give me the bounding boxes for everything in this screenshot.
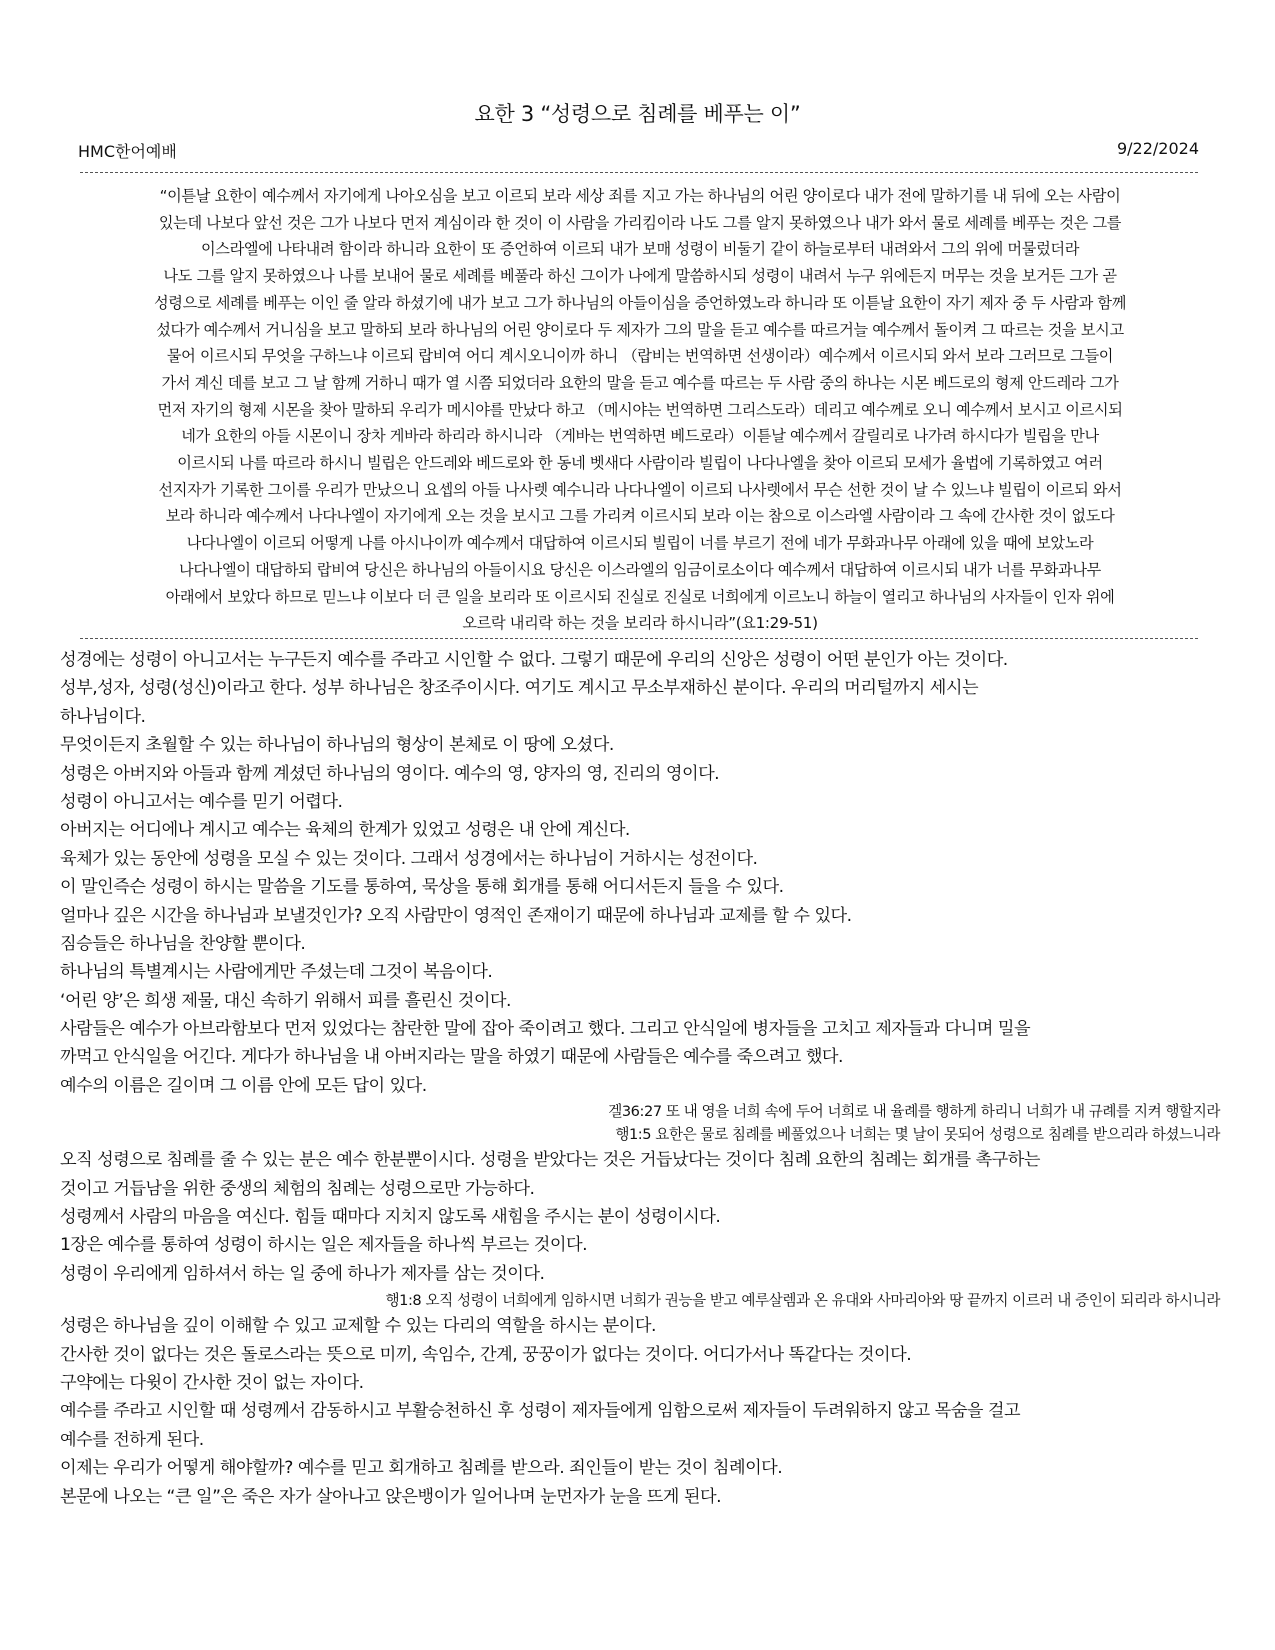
scripture-line: 먼저 자기의 형제 시몬을 찾아 말하되 우리가 메시야를 만났다 하고 （메시야는 번역하면 그리스도라）데리고 예수께로 오니 예수께서 보시고 이르시되 <box>157 400 1123 419</box>
scripture-line: 이스라엘에 나타내려 함이라 하니라 요한이 또 증언하여 이르되 내가 보매 성령이 비둘기 같이 하늘로부터 내려와서 그의 위에 머물렀더라 <box>200 240 1080 259</box>
sermon-line: 성령은 하나님을 깊이 이해할 수 있고 교제할 수 있는 다리의 역할을 하시는 분이다. <box>60 1316 656 1337</box>
sermon-line: 간사한 것이 없다는 것은 돌로스라는 뜻으로 미끼, 속임수, 간계, 꿍꿍이가 없다는 것이다. 어디가서나 똑같다는 것이다. <box>60 1344 912 1365</box>
sermon-line: 성령이 아니고서는 예수를 믿기 어렵다. <box>60 791 343 812</box>
sermon-line: 성령께서 사람의 마음을 여신다. 힘들 때마다 지치지 않도록 새힘을 주시는 분이 성령이시다. <box>60 1207 721 1228</box>
sermon-line: 무엇이든지 초월할 수 있는 하나님이 하나님의 형상이 본체로 이 땅에 오셨다. <box>60 735 614 756</box>
scripture-line: 나도 그를 알지 못하였으나 나를 보내어 물로 세례를 베풀라 하신 그이가 나에게 말씀하시되 성령이 내려서 누구 위에든지 머무는 것을 보거든 그가 곧 <box>163 267 1117 286</box>
sermon-line: 예수를 전하게 된다. <box>60 1429 204 1450</box>
sermon-notes <box>60 646 1220 1511</box>
sermon-line: ‘어린 양’은 희생 제물, 대신 속하기 위해서 피를 흘린신 것이다. <box>60 990 512 1011</box>
scripture-line: 아래에서 보았다 하므로 믿느냐 이보다 더 큰 일을 보리라 또 이르시되 진실로 진실로 너희에게 이르노니 하늘이 열리고 하나님의 사자들이 인자 위에 <box>165 587 1115 606</box>
scripture-line: 오르락 내리락 하는 것을 보리라 하시니라”(요1:29-51) <box>462 614 818 633</box>
sermon-line: 이제는 우리가 어떻게 해야할까? 예수를 믿고 회개하고 침례를 받으라. 죄인들이 받는 것이 침례이다. <box>60 1458 783 1479</box>
scripture-line: 가서 계신 데를 보고 그 날 함께 거하니 때가 열 시쯤 되었더라 요한의 말을 듣고 예수를 따르는 두 사람 중의 하나는 시몬 베드로의 형제 안드레라 그가 <box>161 373 1119 392</box>
scripture-passage <box>66 183 1214 637</box>
scripture-line: 있는데 나보다 앞선 것은 그가 나보다 먼저 계심이라 한 것이 이 사람을 가리킴이라 나도 그를 알지 못하였으나 내가 와서 물로 세례를 베푸는 것은 그를 <box>158 213 1122 232</box>
sermon-line: 육체가 있는 동안에 성령을 모실 수 있는 것이다. 그래서 성경에서는 하나님이 거하시는 성전이다. <box>60 848 758 869</box>
sermon-line: 짐승들은 하나님을 찬양할 뿐이다. <box>60 933 306 954</box>
dashed-divider-bottom <box>80 638 1198 639</box>
sermon-line: 까먹고 안식일을 어긴다. 게다가 하나님을 내 아버지라는 말을 하였기 때문에 사람들은 예수를 죽으려고 했다. <box>60 1047 843 1068</box>
scripture-line: 네가 요한의 아들 시몬이니 장차 게바라 하리라 하시니라 （게바는 번역하면 베드로라）이튿날 예수께서 갈릴리로 나가려 하시다가 빌립을 만나 <box>181 427 1099 446</box>
sermon-line: 얼마나 깊은 시간을 하나님과 보낼것인가? 오직 사람만이 영적인 존재이기 때문에 하나님과 교제를 할 수 있다. <box>60 905 852 926</box>
scripture-line: 선지자가 기록한 그이를 우리가 만났으니 요셉의 아들 나사렛 예수니라 나다나엘이 이르되 나사렛에서 무슨 선한 것이 날 수 있느냐 빌립이 이르되 와서 <box>158 480 1122 499</box>
sermon-line: 사람들은 예수가 아브라함보다 먼저 있었다는 참란한 말에 잡아 죽이려고 했다. 그리고 안식일에 병자들을 고치고 제자들과 다니며 밀을 <box>60 1019 1031 1040</box>
scripture-reference: 행1:8 오직 성령이 너희에게 임하시면 너희가 권능을 받고 예루살렘과 온 유대와 사마리아와 땅 끝까지 이르러 내 증인이 되리라 하시니라 <box>385 1292 1220 1310</box>
scripture-line: 나다나엘이 대답하되 랍비여 당신은 하나님의 아들이시요 당신은 이스라엘의 임금이로소이다 예수께서 대답하여 이르시되 내가 너를 무화과나무 <box>179 560 1101 579</box>
scripture-line: 나다나엘이 이르되 어떻게 나를 아시나이까 예수께서 대답하여 이르시되 빌립이 너를 부르기 전에 네가 무화과나무 아래에 있을 때에 보았노라 <box>186 534 1094 553</box>
sermon-line: 하나님의 특별계시는 사람에게만 주셨는데 그것이 복음이다. <box>60 962 493 983</box>
sermon-line: 것이고 거듭남을 위한 중생의 체험의 침례는 성령으로만 가능하다. <box>60 1178 535 1199</box>
sermon-line: 본문에 나오는 “큰 일”은 죽은 자가 살아나고 앉은뱅이가 일어나며 눈먼자가 눈을 뜨게 된다. <box>60 1486 722 1507</box>
sermon-line: 오직 성령으로 침례를 줄 수 있는 분은 예수 한분뿐이시다. 성령을 받았다는 것은 거듭났다는 것이다 침례 요한의 침례는 회개를 촉구하는 <box>60 1150 1040 1171</box>
page-title: 요한 3 “성령으로 침례를 베푸는 이” <box>474 102 801 126</box>
scripture-line: 보라 하니라 예수께서 나다나엘이 자기에게 오는 것을 보시고 그를 가리켜 이르시되 보라 이는 참으로 이스라엘 사람이라 그 속에 간사한 것이 없도다 <box>165 507 1115 526</box>
sermon-line: 성령이 우리에게 임하셔서 하는 일 중에 하나가 제자를 삼는 것이다. <box>60 1263 545 1284</box>
scripture-line: 섰다가 예수께서 거니심을 보고 말하되 보라 하나님의 어린 양이로다 두 제자가 그의 말을 듣고 예수를 따르거늘 예수께서 돌이켜 그 따르는 것을 보시고 <box>156 320 1124 339</box>
scripture-line: 이르시되 나를 따르라 하시니 빌립은 안드레와 베드로와 한 동네 벳새다 사람이라 빌립이 나다나엘을 찾아 이르되 모세가 율법에 기록하였고 여러 <box>177 454 1103 473</box>
church-name: HMC한어예배 <box>78 142 177 161</box>
scripture-line: “이튿날 요한이 예수께서 자기에게 나아오심을 보고 이르되 보라 세상 죄를 지고 가는 하나님의 어린 양이로다 내가 전에 말하기를 내 뒤에 오는 사람이 <box>159 187 1121 205</box>
dashed-divider-top <box>80 172 1198 173</box>
scripture-line: 성령으로 세례를 베푸는 이인 줄 알라 하셨기에 내가 보고 그가 하나님의 아들이심을 증언하였노라 하니라 또 이튿날 요한이 자기 제자 중 두 사람과 함께 <box>153 293 1127 312</box>
sermon-line: 이 말인즉슨 성령이 하시는 말씀을 기도를 통하여, 묵상을 통해 회개를 통해 어디서든지 들을 수 있다. <box>60 877 784 898</box>
date: 9/22/2024 <box>1116 139 1199 158</box>
sermon-line: 구약에는 다윗이 간사한 것이 없는 자이다. <box>60 1372 364 1393</box>
sermon-line: 예수의 이름은 길이며 그 이름 안에 모든 답이 있다. <box>60 1075 427 1096</box>
sermon-line: 성부,성자, 성령(성신)이라고 한다. 성부 하나님은 창조주이시다. 여기도 계시고 무소부재하신 분이다. 우리의 머리털까지 세시는 <box>60 678 979 699</box>
sermon-line: 하나님이다. <box>60 706 146 727</box>
scripture-line: 물어 이르시되 무엇을 구하느냐 이르되 랍비여 어디 계시오니이까 하니 （랍비는 번역하면 선생이라）예수께서 이르시되 와서 보라 그러므로 그들이 <box>166 347 1114 366</box>
sermon-line: 성경에는 성령이 아니고서는 누구든지 예수를 주라고 시인할 수 없다. 그렇기 때문에 우리의 신앙은 성령이 어떤 분인가 아는 것이다. <box>60 650 1008 670</box>
sermon-line: 아버지는 어디에나 계시고 예수는 육체의 한계가 있었고 성령은 내 안에 계신다. <box>60 820 630 841</box>
sermon-line: 성령은 아버지와 아들과 함께 계셨던 하나님의 영이다. 예수의 영, 양자의 영, 진리의 영이다. <box>60 763 720 784</box>
scripture-reference: 행1:5 요한은 물로 침례를 베풀었으나 너희는 몇 날이 못되어 성령으로 침례를 받으리라 하셨느니라 <box>615 1126 1220 1144</box>
sermon-line: 1장은 예수를 통하여 성령이 하시는 일은 제자들을 하나씩 부르는 것이다. <box>60 1235 588 1256</box>
scripture-reference: 겔36:27 또 내 영을 너희 속에 두어 너희로 내 율례를 행하게 하리니 너희가 내 규례를 지켜 행할지라 <box>608 1103 1220 1121</box>
sermon-line: 예수를 주라고 시인할 때 성령께서 감동하시고 부활승천하신 후 성령이 제자들에게 임함으로써 제자들이 두려워하지 않고 목숨을 걸고 <box>60 1401 1021 1422</box>
